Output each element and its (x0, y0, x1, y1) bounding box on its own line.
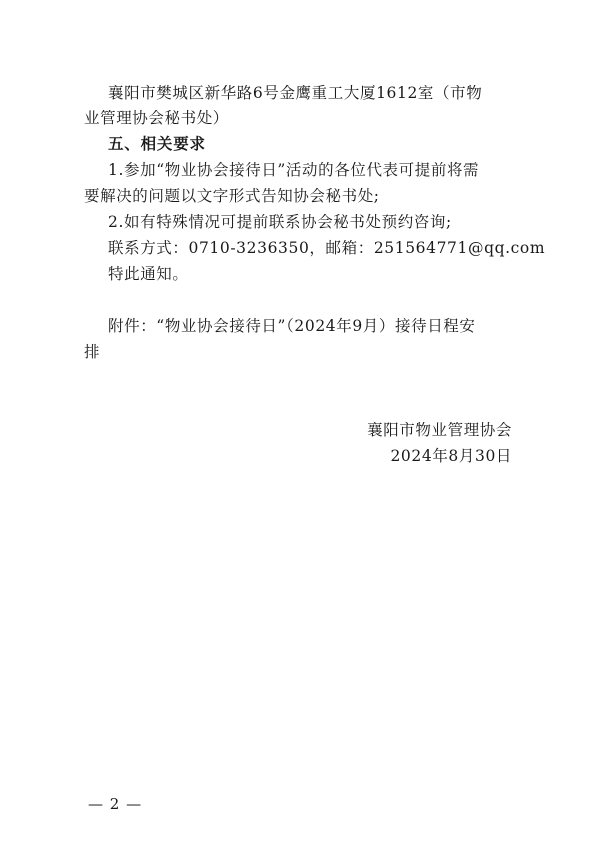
requirement-item-1-line-1: 1.参加“物业协会接待日”活动的各位代表可提前将需 (108, 161, 480, 179)
requirement-item-1-line-2: 要解决的问题以文字形式告知协会秘书处; (84, 187, 380, 205)
signature-date: 2024年8月30日 (390, 447, 512, 465)
closing-text: 特此通知。 (108, 265, 189, 283)
attachment-line-1: 附件：“物业协会接待日”（2024年9月）接待日程安 (108, 317, 476, 335)
address-line-1: 襄阳市樊城区新华路6号金鹰重工大厦1612室（市物 (108, 84, 483, 102)
section-heading: 五、相关要求 (108, 135, 206, 153)
address-line-2: 业管理协会秘书处） (84, 109, 229, 127)
page-number: — 2 — (88, 795, 143, 813)
attachment-line-2: 排 (84, 343, 101, 361)
requirement-item-2: 2.如有特殊情况可提前联系协会秘书处预约咨询; (108, 213, 452, 231)
signature-organization: 襄阳市物业管理协会 (367, 421, 512, 439)
contact-info: 联系方式：0710-3236350，邮箱：251564771@qq.com (108, 239, 546, 257)
